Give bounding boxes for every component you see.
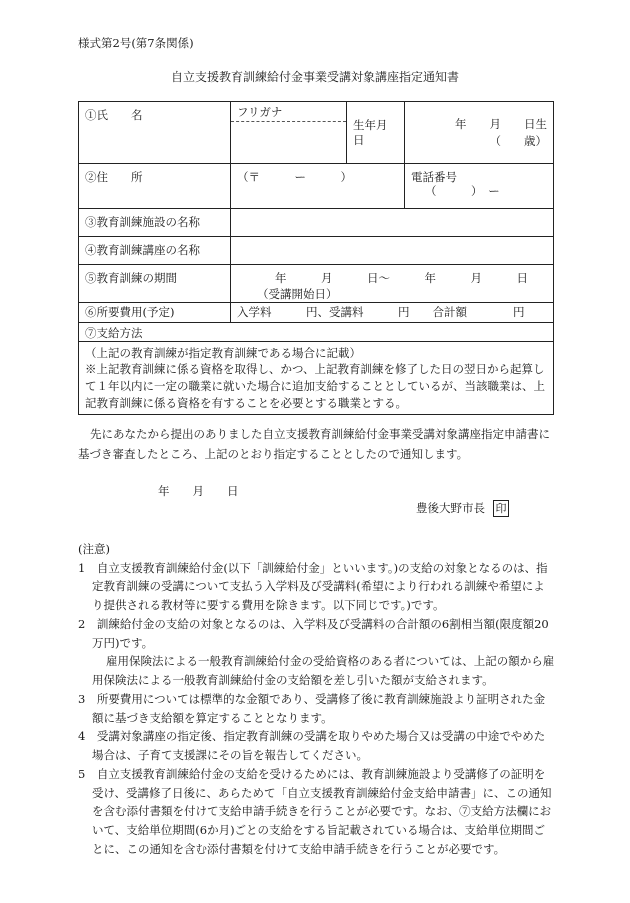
notes-section <box>78 540 556 858</box>
course-field[interactable] <box>231 237 554 265</box>
furigana-label: フリガナ <box>231 102 346 122</box>
address-label: ②住 所 <box>79 164 231 209</box>
note-5: 5 自立支援教育訓練給付金の支給を受けるためには、教育訓練施設より受講修了の証明を受け、受講修了日後に、あらためて「自立支援教育訓練給付金支給申請書」に、この通知を含む添付書類を付けて支給申請手続きを行うことが必要です。なお、⑦支給方法欄において、支給単位期間(6か月)ごとの支給をする旨記載されている場合は、支給単位期間ごとに、この通知を含む添付書類を付けて支給申請手続きを行うことが必要です。 <box>78 766 552 856</box>
period-value: 年 月 日～ 年 月 日 <box>275 271 528 285</box>
birth-date: 年 月 日生 <box>455 117 547 132</box>
note-2-supplement: 雇用保険法による一般教育訓練給付金の受給資格のある者については、上記の額から雇用保険法による一般教育訓練給付金の支給額を差し引いた額が支給されます。 <box>92 654 555 688</box>
payment-label: ⑦支給方法 <box>79 322 554 341</box>
notice-text <box>78 425 558 464</box>
seal-mark: 印 <box>493 500 509 517</box>
notes-heading: (注意) <box>78 542 110 556</box>
issuer-line <box>416 500 509 517</box>
note-3: 3 所要費用については標準的な金額であり、受講修了後に教育訓練施設より証明された金額に基づき支給額を算定することとなります。 <box>78 691 546 725</box>
payment-note-2: ※上記教育訓練に係る資格を取得し、かつ、上記教育訓練を修了した日の翌日から起算して１年以内に一定の職業に就いた場合に追加支給することとしているが、当該職業は、上記教育訓練に係る資格を有することを必要とする職業とする。 <box>85 362 545 410</box>
birth-field[interactable] <box>405 102 554 164</box>
course-label: ④教育訓練講座の名称 <box>79 237 231 265</box>
period-label: ⑤教育訓練の期間 <box>79 265 231 303</box>
age: （ 歳） <box>489 133 547 148</box>
period-start: （受講開始日） <box>257 287 338 302</box>
cost-field[interactable] <box>231 302 554 322</box>
application-table <box>78 101 554 415</box>
notice-paragraph: 先にあなたから提出のありました自立支援教育訓練給付金事業受講対象講座指定申請書に基づき審査したところ、上記のとおり指定することとしたので通知します。 <box>78 427 550 461</box>
facility-field[interactable] <box>231 209 554 237</box>
cost-value: 入学料 円、受講料 円 合計額 円 <box>237 304 525 319</box>
note-2: 2 訓練給付金の支給の対象となるのは、入学料及び受講料の合計額の6割相当額(限度額20万円)です。 <box>78 616 549 650</box>
cost-label: ⑥所要費用(予定) <box>79 302 231 322</box>
period-field[interactable] <box>231 265 554 303</box>
issuer-name: 豊後大野市長 <box>416 501 485 515</box>
note-4: 4 受講対象講座の指定後、指定教育訓練の受講を取りやめた場合又は受講の中途でやめた場合は、子育て支援課にその旨を報告してください。 <box>78 729 546 763</box>
birth-label: 生年月日 <box>347 102 405 164</box>
form-number: 様式第2号(第7条関係) <box>78 36 194 50</box>
payment-note <box>79 341 554 415</box>
facility-label: ③教育訓練施設の名称 <box>79 209 231 237</box>
address-field[interactable] <box>231 164 405 209</box>
phone-field[interactable] <box>405 164 554 209</box>
postal-code: （〒 ー ） <box>237 170 352 184</box>
name-field[interactable] <box>231 102 347 164</box>
phone-format: （ ） ー <box>425 184 500 199</box>
payment-note-1: （上記の教育訓練が指定教育訓練である場合に記載） <box>85 345 361 360</box>
note-1: 1 自立支援教育訓練給付金(以下「訓練給付金」といいます。)の支給の対象となるのは、指定教育訓練の受講について支払う入学料及び受講料(希望により行われる訓練や希望により提供される教材等に要する費用を除きます。以下同じです。)です。 <box>78 560 548 613</box>
name-label: ①氏 名 <box>79 102 231 164</box>
phone-label: 電話番号 <box>411 170 457 184</box>
issue-date: 年 月 日 <box>158 484 239 498</box>
document-title: 自立支援教育訓練給付金事業受講対象講座指定通知書 <box>170 70 459 84</box>
